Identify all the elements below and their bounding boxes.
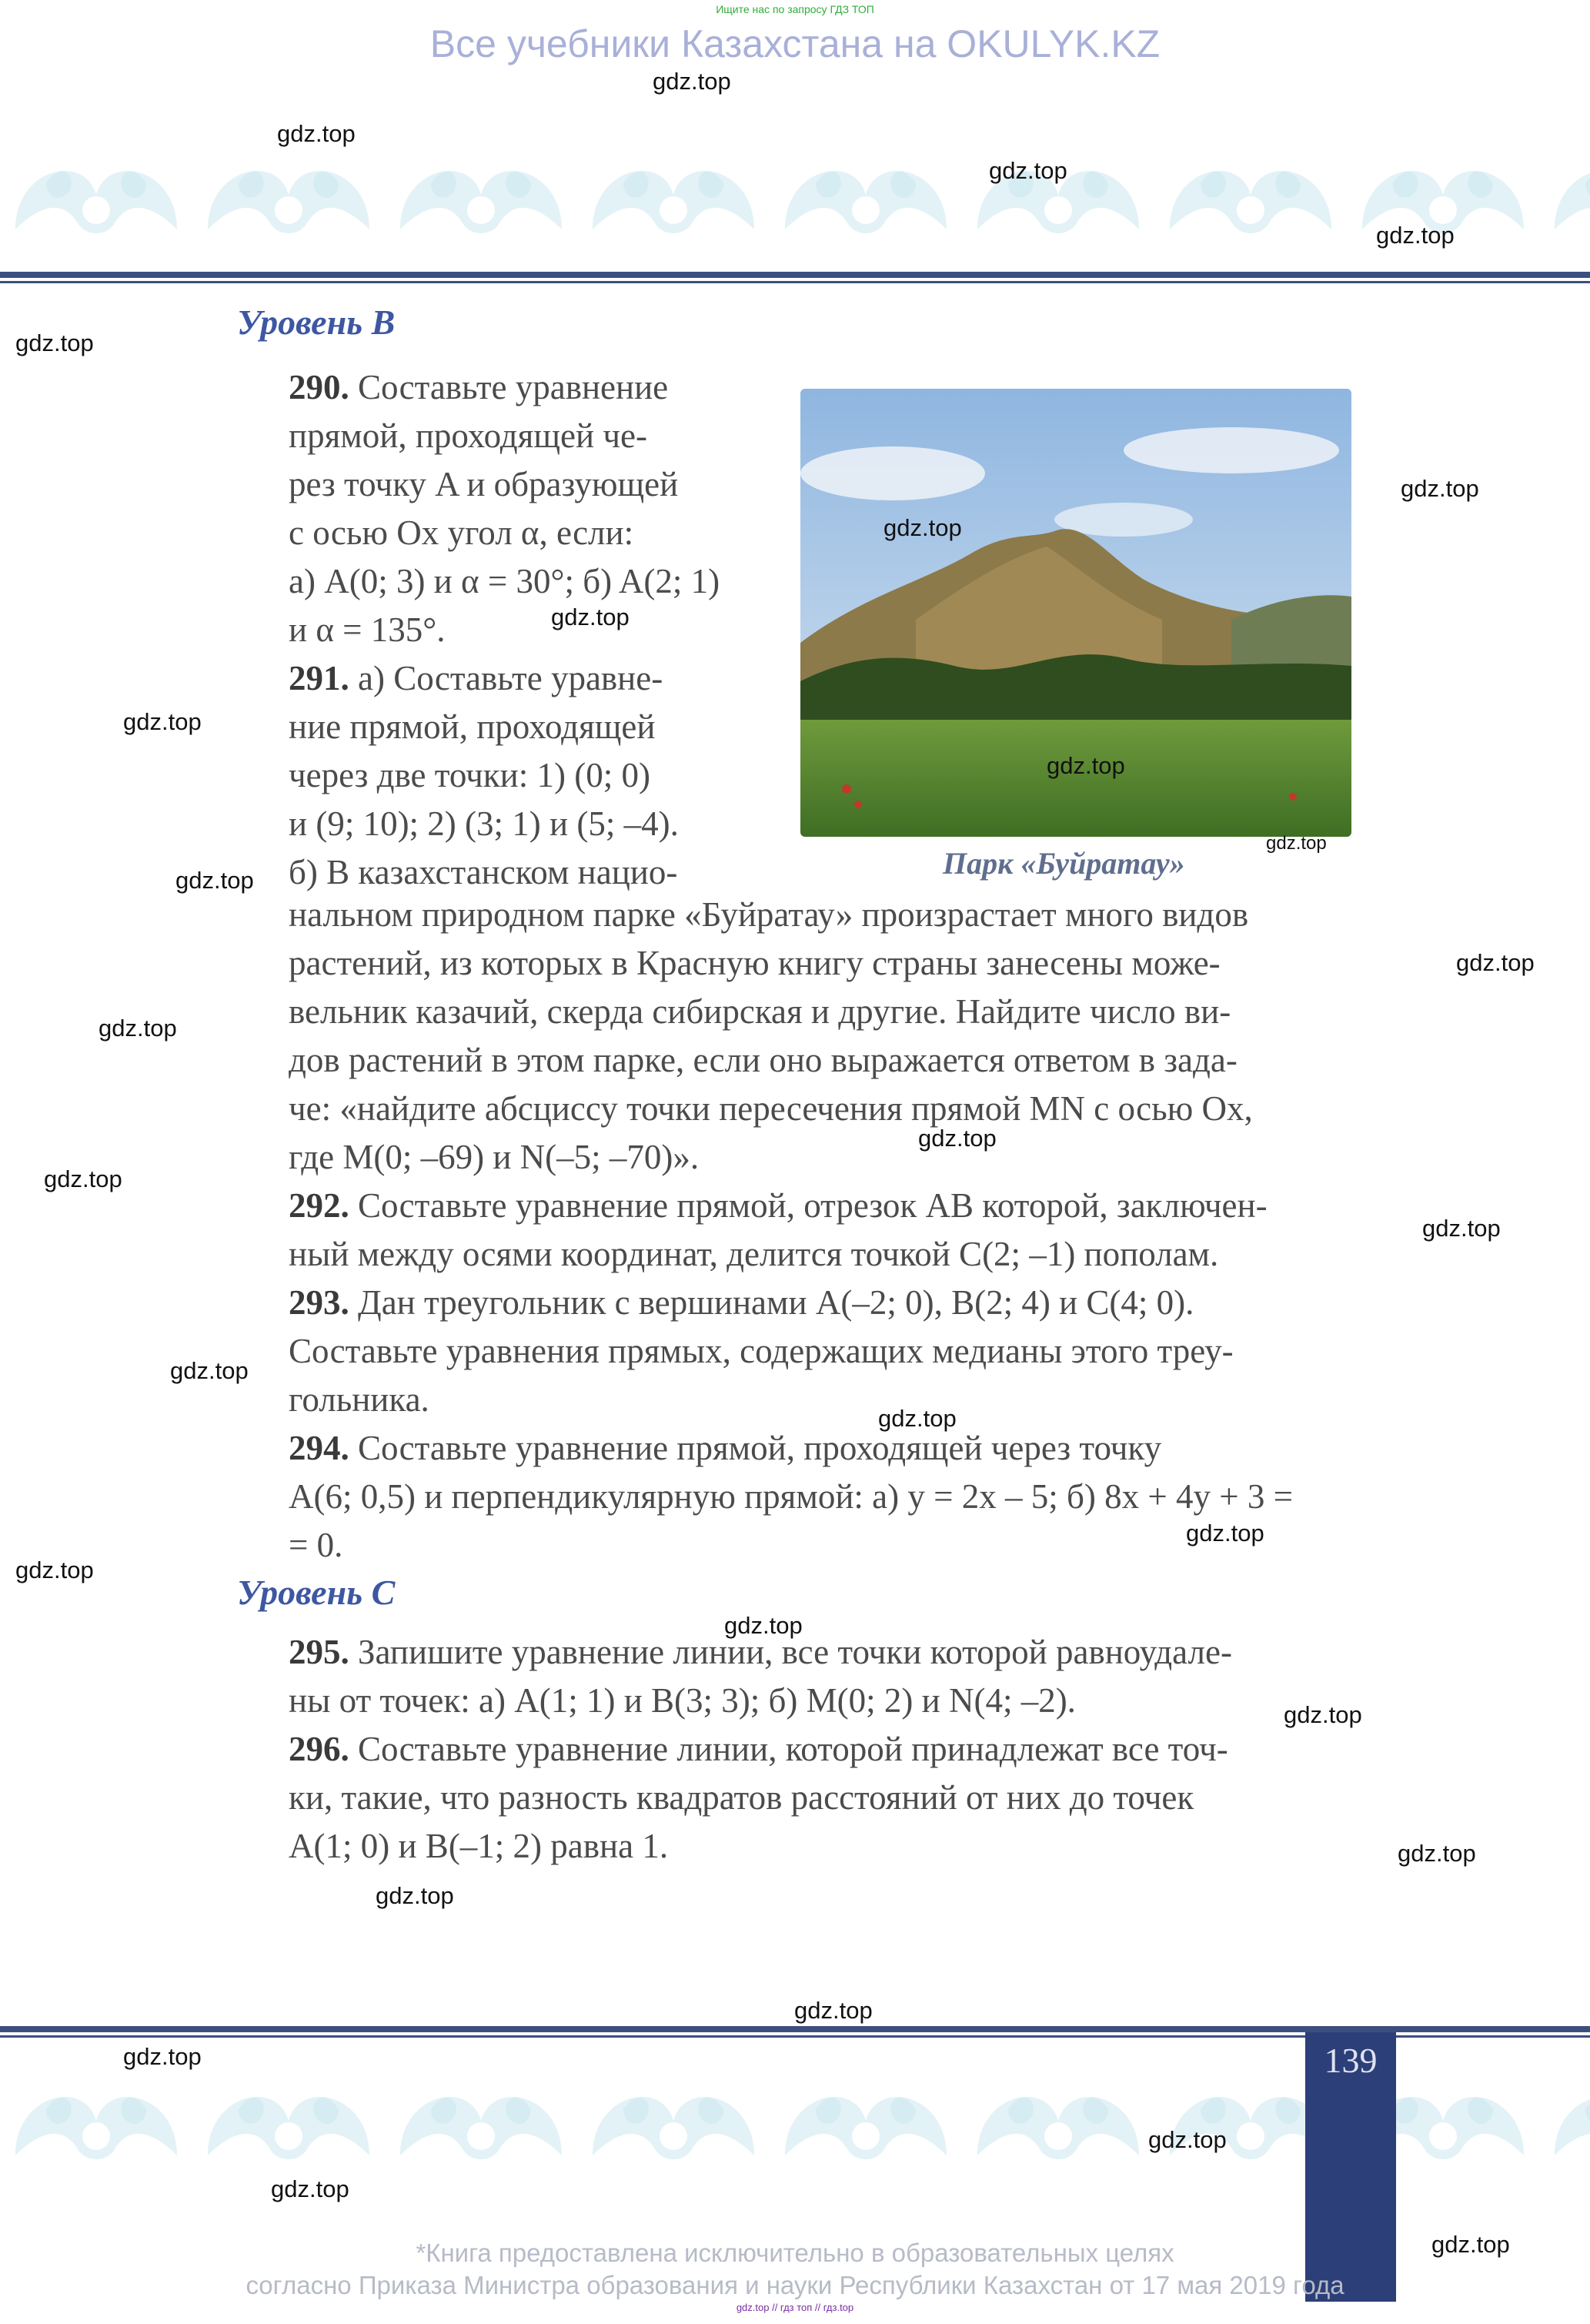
page-number: 139 [1324, 2041, 1378, 2080]
watermark: gdz.top [1431, 2231, 1510, 2258]
problem-line: A(1; 0) и B(–1; 2) равна 1. [289, 1827, 669, 1865]
problem-290 [289, 363, 753, 654]
level-b-heading: Уровень B [237, 303, 396, 342]
watermark: gdz.top [1398, 1840, 1476, 1867]
watermark: gdz.top [44, 1165, 122, 1192]
level-c-heading: Уровень С [237, 1573, 396, 1612]
footer-line-2: согласно Приказа Министра образования и науки Республики Казахстан от 17 мая 2019 года [246, 2271, 1344, 2299]
problem-line: ние прямой, проходящей [289, 707, 656, 746]
problems-295-296 [289, 1628, 1374, 1871]
problem-line: ный между осями координат, делится точкой C(2; –1) пополам. [289, 1235, 1219, 1273]
watermark: gdz.top [551, 604, 630, 630]
problem-line: гольника. [289, 1380, 429, 1419]
problem-number: 291. [289, 659, 349, 697]
problem-line: A(6; 0,5) и перпендикулярную прямой: а) y = 2x – 5; б) 8x + 4y + 3 = [289, 1477, 1294, 1516]
problem-291-continued [289, 891, 1374, 1182]
site-title: Все учебники Казахстана на OKULYK.KZ [429, 22, 1161, 65]
watermark: gdz.top [1148, 2126, 1227, 2153]
problem-line: ки, такие, что разность квадратов расстояний от них до точек [289, 1778, 1194, 1817]
problem-number: 296. [289, 1730, 349, 1768]
watermark: gdz.top [175, 867, 254, 894]
problem-line: через две точки: 1) (0; 0) [289, 756, 650, 794]
problem-number: 293. [289, 1283, 349, 1322]
problem-line: Составьте уравнение прямой, проходящей через точку [358, 1429, 1162, 1467]
watermark: gdz.top [794, 1997, 873, 2024]
problem-line: че: «найдите абсциссу точки пересечения прямой MN с осью Ox, [289, 1089, 1253, 1128]
problem-line: Составьте уравнение линии, которой принадлежат все точ- [358, 1730, 1228, 1768]
problem-line: и α = 135°. [289, 610, 446, 649]
problem-number: 290. [289, 368, 349, 406]
problem-line: дов растений в этом парке, если оно выражается ответом в зада- [289, 1041, 1238, 1079]
problem-line: вельник казачий, скерда сибирская и другие. Найдите число ви- [289, 992, 1231, 1031]
problem-line: а) Составьте уравне- [358, 659, 663, 697]
watermark: gdz.top [884, 514, 962, 541]
watermark: gdz.top [1376, 222, 1455, 249]
problem-line: Составьте уравнение [358, 368, 669, 406]
problem-number: 294. [289, 1429, 349, 1467]
watermark: gdz.top [1456, 949, 1535, 976]
bottom-rule [0, 2026, 1590, 2032]
problem-line: Составьте уравнение прямой, отрезок AB которой, заключен- [358, 1186, 1268, 1225]
problem-line: прямой, проходящей че- [289, 416, 647, 455]
watermark: gdz.top [123, 2043, 202, 2070]
problem-line: рез точку A и образующей [289, 465, 679, 503]
problem-line: = 0. [289, 1526, 343, 1564]
top-rule-thin [0, 281, 1590, 283]
problem-line: растений, из которых в Красную книгу страны занесены може- [289, 944, 1221, 982]
problem-line: Дан треугольник с вершинами A(–2; 0), B(2; 4) и C(4; 0). [358, 1283, 1194, 1322]
problem-line: Составьте уравнения прямых, содержащих медианы этого треу- [289, 1332, 1234, 1370]
problems-292-294 [289, 1182, 1374, 1570]
problem-line: где M(0; –69) и N(–5; –70)». [289, 1138, 700, 1176]
watermark: gdz.top [1186, 1520, 1264, 1547]
problem-line: с осью Ox угол α, если: [289, 513, 634, 552]
problem-291 [289, 654, 753, 897]
watermark: gdz.top [376, 1882, 454, 1909]
watermark: gdz.top [271, 2175, 349, 2202]
watermark: gdz.top [15, 1557, 94, 1583]
top-note: Ищите нас по запросу ГДЗ ТОП [716, 3, 874, 15]
problem-line: б) В казахстанском нацио- [289, 853, 678, 891]
watermark: gdz.top [277, 120, 356, 147]
problem-line: а) A(0; 3) и α = 30°; б) A(2; 1) [289, 562, 720, 600]
watermark: gdz.top [1284, 1701, 1362, 1728]
watermark: gdz.top [1266, 833, 1327, 854]
watermark: gdz.top [99, 1015, 177, 1042]
watermark: gdz.top [1422, 1215, 1501, 1242]
footer-line-1: *Книга предоставлена исключительно в образовательных целях [416, 2239, 1174, 2267]
watermark: gdz.top [989, 157, 1067, 184]
watermark: gdz.top [724, 1612, 803, 1639]
bottom-note: gdz.top // гдз топ // гдз.top [736, 2302, 854, 2313]
problem-number: 292. [289, 1186, 349, 1225]
watermark: gdz.top [1047, 752, 1125, 779]
watermark: gdz.top [878, 1405, 957, 1432]
watermark: gdz.top [653, 68, 731, 95]
watermark: gdz.top [123, 708, 202, 735]
top-rule [0, 272, 1590, 278]
watermark: gdz.top [1401, 475, 1479, 502]
problem-line: Запишите уравнение линии, все точки которой равноудале- [358, 1633, 1232, 1671]
photo-caption: Парк «Буйратау» [943, 846, 1185, 881]
problem-line: ны от точек: а) A(1; 1) и B(3; 3); б) M(0; 2) и N(4; –2). [289, 1681, 1076, 1720]
top-ornament-band [0, 137, 1590, 252]
watermark: gdz.top [918, 1125, 997, 1152]
problem-line: нальном природном парке «Буйратау» произрастает много видов [289, 895, 1249, 934]
watermark: gdz.top [170, 1357, 249, 1384]
problem-number: 295. [289, 1633, 349, 1671]
problem-line: и (9; 10); 2) (3; 1) и (5; –4). [289, 804, 679, 843]
watermark: gdz.top [15, 329, 94, 356]
